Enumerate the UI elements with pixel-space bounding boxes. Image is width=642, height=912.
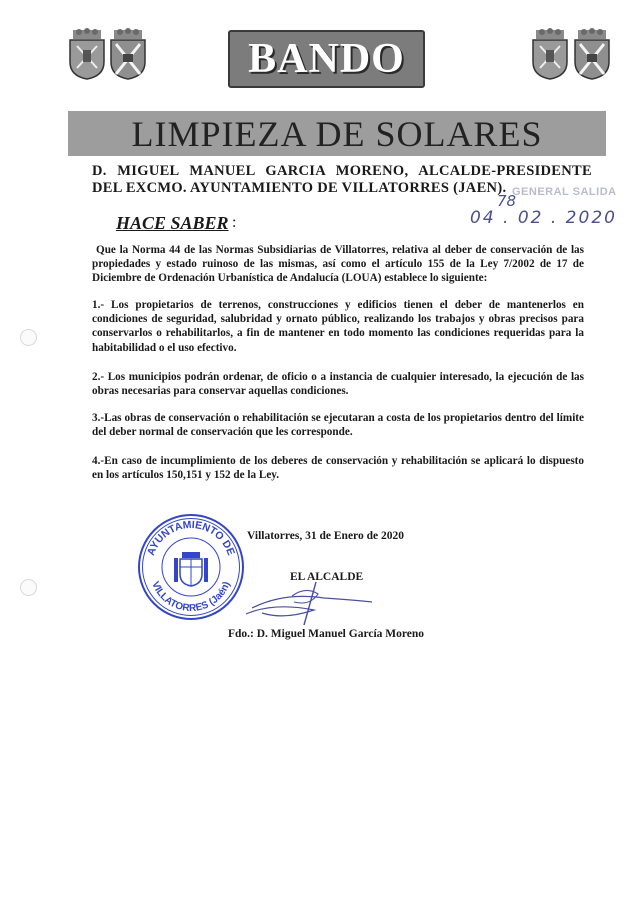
punch-hole [20,579,37,596]
coat-of-arms-icon [67,28,107,80]
registry-stamp-text: GENERAL SALIDA [512,186,617,198]
intro-paragraph: Que la Norma 44 de las Normas Subsidiarias de Villatorres, relativa al deber de conservación de las propiedades y estado ruinoso de las mismas, así como el artículo 155 de la Ley 7/2002 de 17 de Diciembre de Ordenación Urbanística de Andalucía (LOUA) establece lo siguiente: [92,244,584,285]
list-item: 3.-Las obras de conservación o rehabilitación se ejecutaran a costa de los propietarios dentro del límite del deber normal de conservación que les corresponde. [92,412,584,439]
handwritten-signature-icon [244,580,379,630]
mayor-line-1: D. MIGUEL MANUEL GARCIA MORENO, ALCALDE-PRESIDENTE [92,163,592,179]
punch-hole [20,329,37,346]
seal-bottom-text: VILLATORRES (Jaén) [149,579,233,615]
bando-label: BANDO [248,36,405,82]
bando-banner [228,30,425,88]
coat-of-arms-icon [530,28,570,80]
municipal-seal-icon [136,512,246,622]
registry-date: 04 . 02 . 2020 [470,208,617,228]
signed-by: Fdo.: D. Miguel Manuel García Moreno [228,628,425,640]
coat-of-arms-icon [572,28,612,80]
signer-role: EL ALCALDE [290,571,364,583]
list-item: 2.- Los municipios podrán ordenar, de oficio o a instancia de cualquier interesado, la ejecución de las obras necesarias para conservar aquellas condiciones. [92,371,584,398]
seal-top-text: AYUNTAMIENTO DE [145,518,237,558]
list-item: 4.-En caso de incumplimiento de los deberes de conservación y rehabilitación se aplicará lo dispuesto en los artículos 150,151 y 152 de la Ley. [92,455,584,482]
heading-text: HACE SABER [116,213,229,233]
coat-of-arms-icon [108,28,148,80]
registry-number: 78 [497,192,517,210]
heading-colon: : [232,214,237,231]
mayor-line-2: DEL EXCMO. AYUNTAMIENTO DE VILLATORRES (JAEN). [92,180,507,196]
place-date: Villatorres, 31 de Enero de 2020 [247,530,404,542]
page-title: LIMPIEZA DE SOLARES [131,114,543,154]
section-heading [116,213,229,234]
list-item: 1.- Los propietarios de terrenos, construcciones y edificios tienen el deber de mantenerlos en condiciones de seguridad, salubridad y ornato público, realizando los trabajos y obras precisos para conservarlos o rehabilitarlos, a fin de mantener en todo momento las condiciones requeridas para la habitabilidad o el uso efectivo. [92,299,584,354]
